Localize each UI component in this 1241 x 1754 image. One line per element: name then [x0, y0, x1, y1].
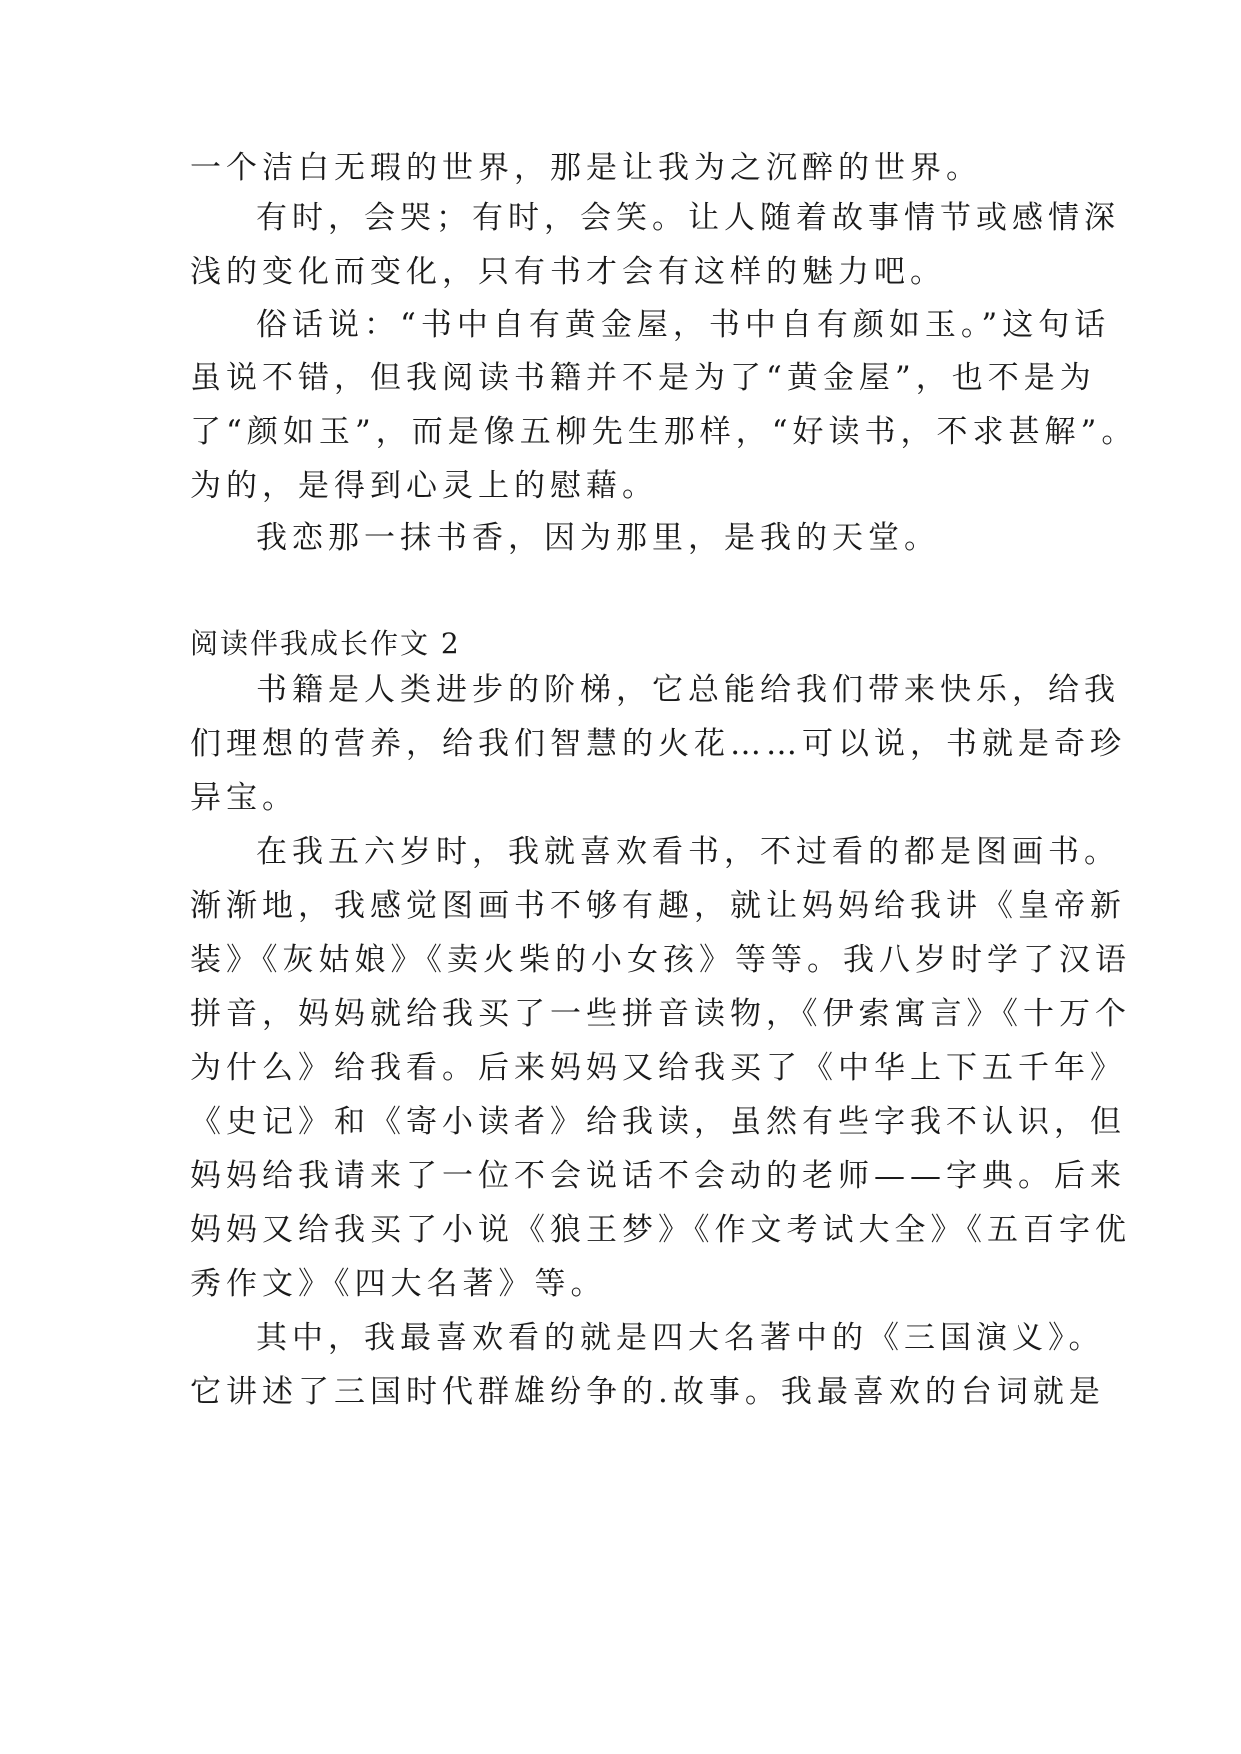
text-line: 为什么》给我看。后来妈妈又给我买了《中华上下五千年》	[190, 1050, 1126, 1086]
text-line: 其中，我最喜欢看的就是四大名著中的《三国演义》。	[256, 1320, 1105, 1356]
text-line: 妈妈又给我买了小说《狼王梦》《作文考试大全》《五百字优	[190, 1212, 1131, 1248]
text-line: 虽说不错，但我阅读书籍并不是为了“黄金屋”，也不是为	[190, 360, 1096, 396]
text-line: 有时，会哭；有时，会笑。让人随着故事情节或感情深	[256, 200, 1120, 236]
text-line: 书籍是人类进步的阶梯，它总能给我们带来快乐，给我	[256, 672, 1120, 708]
section-heading: 阅读伴我成长作文 2	[190, 627, 461, 660]
text-line: 了“颜如玉”，而是像五柳先生那样，“好读书，不求甚解”。	[190, 414, 1138, 450]
text-line: 妈妈给我请来了一位不会说话不会动的老师——字典。后来	[190, 1158, 1126, 1194]
text-line: 装》《灰姑娘》《卖火柴的小女孩》等等。我八岁时学了汉语	[190, 942, 1131, 978]
text-line: 拼音，妈妈就给我买了一些拼音读物，《伊索寓言》《十万个	[190, 996, 1131, 1032]
text-line: 异宝。	[190, 780, 298, 816]
text-line: 渐渐地，我感觉图画书不够有趣，就让妈妈给我讲《皇帝新	[190, 888, 1126, 924]
text-line: 一个洁白无瑕的世界，那是让我为之沉醉的世界。	[190, 150, 982, 186]
text-line: 《史记》和《寄小读者》给我读，虽然有些字我不认识，但	[190, 1104, 1126, 1140]
text-line: 们理想的营养，给我们智慧的火花……可以说，书就是奇珍	[190, 726, 1126, 762]
text-line: 浅的变化而变化，只有书才会有这样的魅力吧。	[190, 254, 946, 290]
text-line: 秀作文》《四大名著》等。	[190, 1266, 607, 1302]
text-line: 为的，是得到心灵上的慰藉。	[190, 468, 658, 504]
text-line: 俗话说：“书中自有黄金屋，书中自有颜如玉。”这句话	[256, 307, 1111, 343]
text-line: 它讲述了三国时代群雄纷争的.故事。我最喜欢的台词就是	[190, 1374, 1105, 1410]
text-line: 我恋那一抹书香，因为那里，是我的天堂。	[256, 520, 940, 556]
text-line: 在我五六岁时，我就喜欢看书，不过看的都是图画书。	[256, 834, 1120, 870]
